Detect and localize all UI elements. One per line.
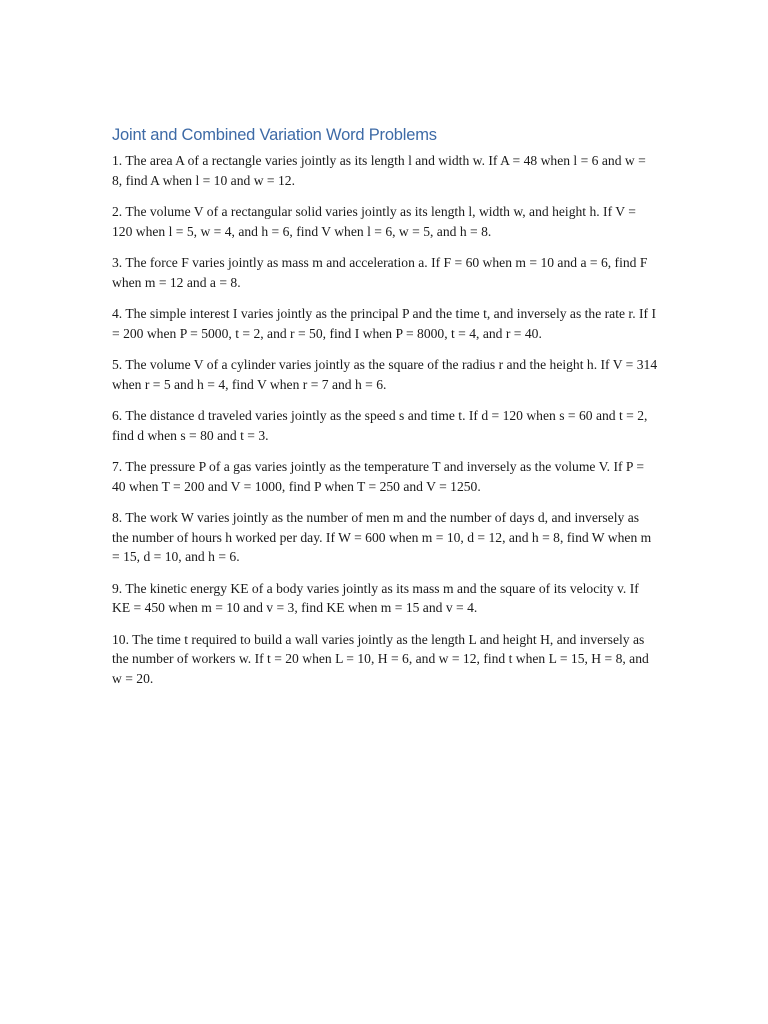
problem-10: 10. The time t required to build a wall varies jointly as the length L and height H, and inversely as the number of workers w. If t = 20 when L = 10, H = 6, and w = 12, find t when L = 15, H = 8, and w = 20. bbox=[112, 631, 649, 686]
problem-4: 4. The simple interest I varies jointly as the principal P and the time t, and inversely as the rate r. If I = 200 when P = 5000, t = 2, and r = 50, find I when P = 8000, t = 4, and r = 40. bbox=[112, 306, 656, 341]
problem-9: 9. The kinetic energy KE of a body varies jointly as its mass m and the square of its velocity v. If KE = 450 when m = 10 and v = 3, find KE when m = 15 and v = 4. bbox=[112, 580, 639, 615]
document-page bbox=[112, 124, 658, 700]
document-title: Joint and Combined Variation Word Problems bbox=[112, 126, 437, 144]
problem-3: 3. The force F varies jointly as mass m and acceleration a. If F = 60 when m = 10 and a = 6, find F when m = 12 and a = 8. bbox=[112, 255, 648, 290]
problem-6: 6. The distance d traveled varies jointly as the speed s and time t. If d = 120 when s = 60 and t = 2, find d when s = 80 and t = 3. bbox=[112, 408, 648, 443]
problem-1: 1. The area A of a rectangle varies jointly as its length l and width w. If A = 48 when l = 6 and w = 8, find A when l = 10 and w = 12. bbox=[112, 153, 646, 188]
problem-7: 7. The pressure P of a gas varies jointly as the temperature T and inversely as the volume V. If P = 40 when T = 200 and V = 1000, find P when T = 250 and V = 1250. bbox=[112, 459, 645, 494]
problem-2: 2. The volume V of a rectangular solid varies jointly as its length l, width w, and height h. If V = 120 when l = 5, w = 4, and h = 6, find V when l = 6, w = 5, and h = 8. bbox=[112, 204, 636, 239]
problem-8: 8. The work W varies jointly as the number of men m and the number of days d, and inversely as the number of hours h worked per day. If W = 600 when m = 10, d = 12, and h = 8, find W when m = 15, d = 10, and h = 6. bbox=[112, 510, 652, 564]
problem-5: 5. The volume V of a cylinder varies jointly as the square of the radius r and the height h. If V = 314 when r = 5 and h = 4, find V when r = 7 and h = 6. bbox=[112, 357, 658, 392]
